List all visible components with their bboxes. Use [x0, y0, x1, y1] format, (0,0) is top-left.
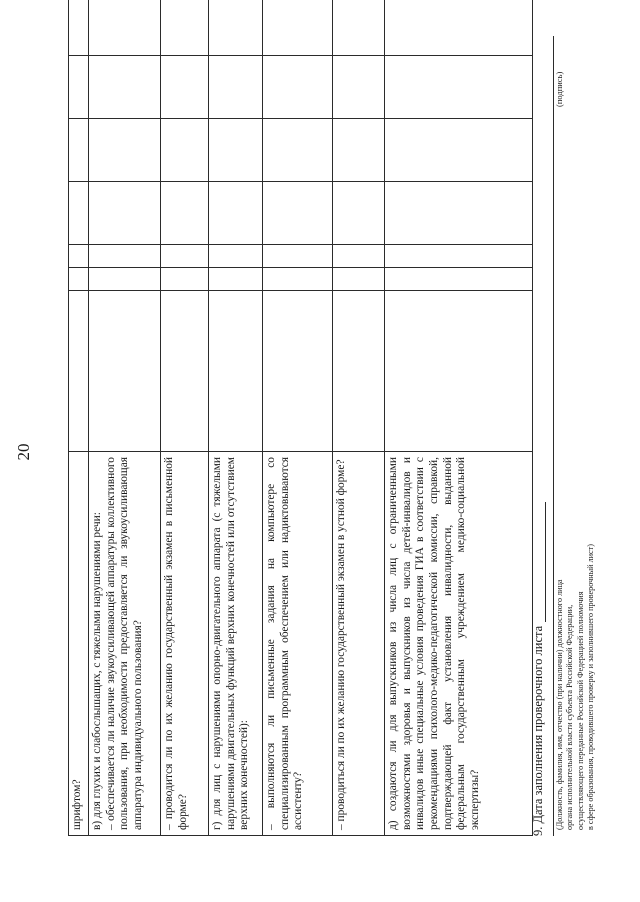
answer-cell — [333, 119, 385, 182]
answer-cell — [209, 0, 263, 56]
answer-cell — [89, 0, 161, 56]
table-row — [161, 0, 209, 836]
question-cell: – выполняются ли письменные задания на компьютере со специализированным программным обеспечением или надиктовываются ассистенту? — [263, 452, 333, 836]
checklist-table — [68, 0, 533, 836]
answer-cell — [263, 182, 333, 245]
answer-cell — [89, 268, 161, 291]
caption-line: органа исполнительной власти субъекта Российской Федерации, — [565, 604, 575, 830]
signature-label: (подпись) — [554, 71, 564, 107]
question-cell: шрифтом? — [69, 452, 89, 836]
answer-cell — [333, 245, 385, 268]
answer-cell — [263, 291, 333, 452]
answer-cell — [89, 56, 161, 119]
answer-cell — [89, 119, 161, 182]
date-label: 9. Дата заполнения проверочного листа — [531, 625, 545, 836]
table-row — [69, 0, 89, 836]
date-blank-line — [545, 502, 546, 622]
question-cell: д) создаются ли для выпускников из числа лиц с ограниченными возможностями здоровья и выпускников из числа детей-инвалидов и инвалидов иные специальные условия проведения ГИА в соответствии с рекомендациями психолого-медико-педагогической комиссии, справкой, подтверждающей факт установления инвалидности, выданной федеральным государственным учреждением медико-социальной экспертизы? — [385, 452, 533, 836]
caption-line: в сфере образования, проводившего проверку и заполнившего проверочный лист) — [585, 544, 595, 830]
answer-cell — [385, 268, 533, 291]
answer-cell — [69, 0, 89, 56]
answer-cell — [209, 291, 263, 452]
answer-cell — [263, 0, 333, 56]
answer-cell — [385, 245, 533, 268]
answer-cell — [209, 245, 263, 268]
answer-cell — [385, 182, 533, 245]
answer-cell — [161, 119, 209, 182]
answer-cell — [385, 291, 533, 452]
answer-cell — [69, 182, 89, 245]
question-cell: – проводиться ли по их желанию государственный экзамен в устной форме? — [333, 452, 385, 836]
answer-cell — [333, 182, 385, 245]
table-row — [263, 0, 333, 836]
signature-rule — [553, 36, 554, 836]
answer-cell — [69, 56, 89, 119]
question-cell: г) для лиц с нарушениями опорно-двигательного аппарата (с тяжелыми нарушениями двигательных функций верхних конечностей или отсутствием верхних конечностей): — [209, 452, 263, 836]
answer-cell — [69, 268, 89, 291]
answer-cell — [161, 291, 209, 452]
answer-cell — [89, 245, 161, 268]
answer-cell — [385, 56, 533, 119]
answer-cell — [263, 56, 333, 119]
table-row — [385, 0, 533, 836]
table-row — [209, 0, 263, 836]
answer-cell — [263, 119, 333, 182]
caption-line: (Должность, фамилия, имя, отчество (при наличии) должностного лица — [555, 579, 564, 830]
answer-cell — [89, 291, 161, 452]
answer-cell — [161, 182, 209, 245]
answer-cell — [385, 0, 533, 56]
answer-cell — [69, 291, 89, 452]
question-cell: – проводится ли по их желанию государственный экзамен в письменной форме? — [161, 452, 209, 836]
answer-cell — [161, 56, 209, 119]
question-cell: в) для глухих и слабослышащих, с тяжелыми нарушениями речи: – обеспечивается ли наличие звукоусиливающей аппаратуры коллективного пользования, при необходимости предоставляется ли звукоусиливающая аппаратура индивидуального пользования? — [89, 452, 161, 836]
answer-cell — [69, 119, 89, 182]
answer-cell — [333, 268, 385, 291]
caption-line: осуществляющего переданные Российской Федерацией полномочия — [575, 591, 585, 830]
answer-cell — [161, 268, 209, 291]
date-field — [531, 502, 546, 836]
answer-cell — [209, 268, 263, 291]
answer-cell — [385, 119, 533, 182]
table-row — [89, 0, 161, 836]
answer-cell — [333, 291, 385, 452]
answer-cell — [209, 56, 263, 119]
answer-cell — [161, 0, 209, 56]
answer-cell — [69, 245, 89, 268]
answer-cell — [263, 245, 333, 268]
answer-cell — [263, 268, 333, 291]
table-row — [333, 0, 385, 836]
answer-cell — [209, 119, 263, 182]
answer-cell — [209, 182, 263, 245]
answer-cell — [89, 182, 161, 245]
answer-cell — [333, 56, 385, 119]
signature-caption — [555, 30, 596, 830]
answer-cell — [333, 0, 385, 56]
answer-cell — [161, 245, 209, 268]
page-number: 20 — [14, 443, 33, 461]
